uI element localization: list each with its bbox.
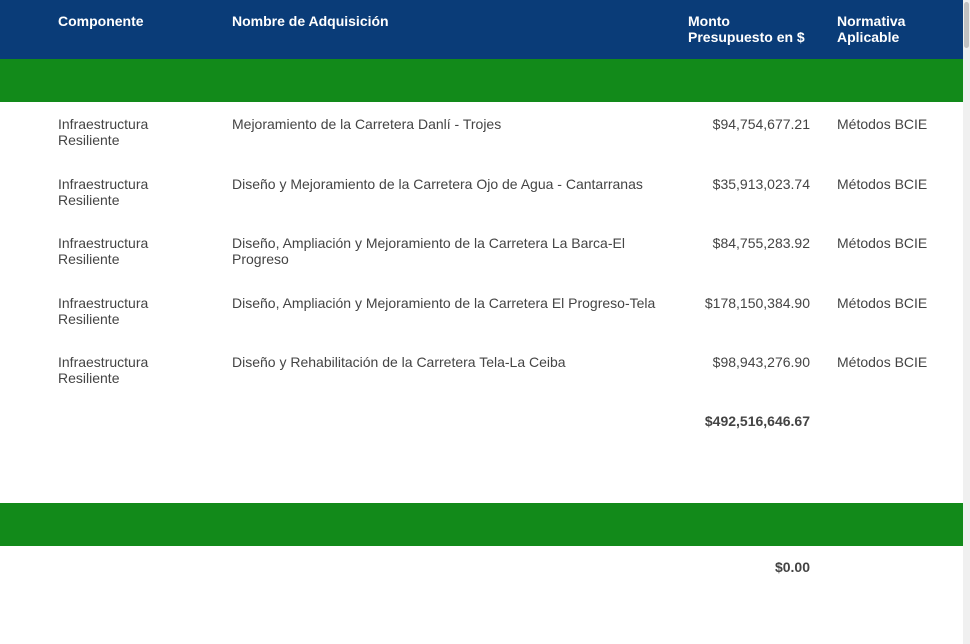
row-amount: $98,943,276.90	[712, 354, 810, 370]
table-row	[0, 281, 963, 341]
total-amount-2: $0.00	[774, 559, 810, 575]
row-component: Infraestructura Resiliente	[58, 354, 149, 386]
row-norm: Métodos BCIE	[837, 354, 928, 370]
row-amount: $84,755,283.92	[712, 235, 810, 251]
header-norm	[837, 13, 905, 45]
header-component: Componente	[58, 13, 144, 29]
header-norm-line1: Normativa	[837, 13, 906, 29]
table-row	[0, 221, 963, 281]
row-name: Mejoramiento de la Carretera Danlí - Trojes	[232, 116, 502, 132]
table-body	[0, 102, 963, 400]
vertical-scrollbar[interactable]	[963, 0, 970, 644]
header-norm-line2: Aplicable	[837, 29, 900, 45]
row-norm: Métodos BCIE	[837, 294, 928, 311]
table-header	[0, 0, 963, 59]
row-name: Diseño, Ampliación y Mejoramiento de la Carretera El Progreso-Tela	[232, 294, 656, 311]
row-norm: Métodos BCIE	[837, 175, 928, 192]
total-amount-1: $492,516,646.67	[704, 413, 810, 429]
header-name: Nombre de Adquisición	[232, 13, 389, 29]
header-amount-line2: Presupuesto en $	[688, 29, 805, 45]
row-name: Diseño y Mejoramiento de la Carretera Ojo de Agua - Cantarranas	[232, 175, 643, 192]
row-component: Infraestructura Resiliente	[58, 294, 149, 327]
section-band-bottom	[0, 503, 963, 546]
row-name: Diseño, Ampliación y Mejoramiento de la Carretera La Barca-El Progreso	[232, 235, 625, 267]
table-row	[0, 102, 963, 162]
row-norm: Métodos BCIE	[837, 116, 928, 132]
row-component: Infraestructura Resiliente	[58, 175, 149, 208]
section-band-top	[0, 59, 963, 102]
row-amount: $178,150,384.90	[704, 294, 810, 311]
row-component: Infraestructura Resiliente	[58, 235, 149, 267]
row-component: Infraestructura Resiliente	[58, 116, 149, 148]
row-amount: $94,754,677.21	[712, 116, 810, 132]
row-name: Diseño y Rehabilitación de la Carretera Tela-La Ceiba	[232, 354, 566, 370]
table-row	[0, 340, 963, 400]
row-norm: Métodos BCIE	[837, 235, 928, 251]
header-amount-line1: Monto	[688, 13, 730, 29]
table-row	[0, 162, 963, 222]
header-amount	[688, 13, 805, 45]
row-amount: $35,913,023.74	[712, 175, 810, 192]
scrollbar-thumb[interactable]	[964, 2, 969, 48]
